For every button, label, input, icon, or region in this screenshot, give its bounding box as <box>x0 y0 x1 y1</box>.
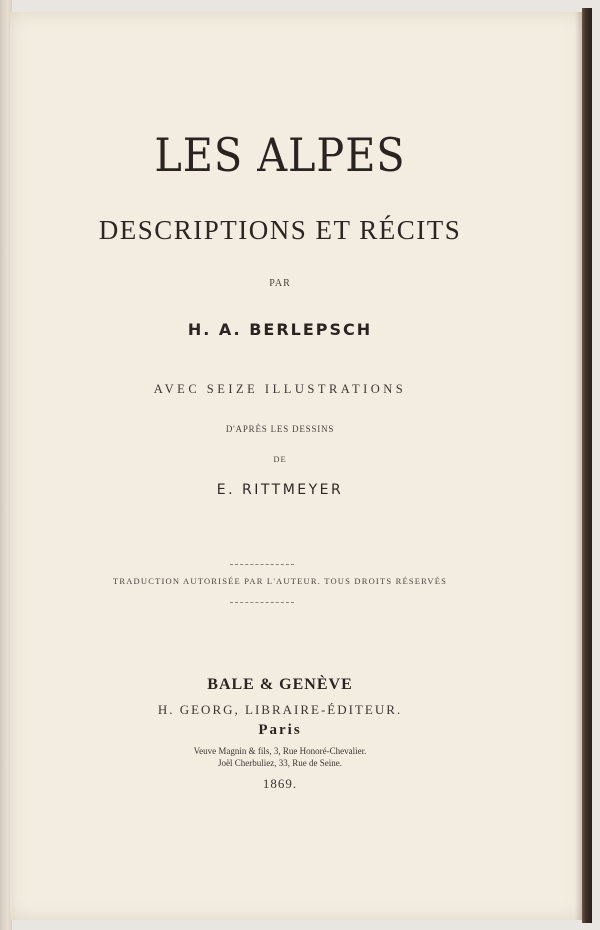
imprint-publisher: H. GEORG, LIBRAIRE-ÉDITEUR. <box>157 702 403 717</box>
imprint-year: 1869. <box>262 776 298 791</box>
imprint-address-2: Joël Cherbuliez, 33, Rue de Seine. <box>218 758 342 768</box>
imprint-city-paris: Paris <box>258 722 302 738</box>
book-cover-edge <box>582 8 592 923</box>
by-label: PAR <box>269 278 291 289</box>
book-subtitle: DESCRIPTIONS ET RÉCITS <box>98 215 462 245</box>
of-label: DE <box>273 454 287 464</box>
divider-bottom <box>230 602 294 603</box>
divider-top <box>230 564 294 565</box>
illustrations-note: AVEC SEIZE ILLUSTRATIONS <box>153 382 407 396</box>
after-drawings-label: D'APRÈS LES DESSINS <box>225 424 335 434</box>
book-title: LES ALPES <box>154 128 406 182</box>
imprint-city: BALE & GENÈVE <box>207 676 353 693</box>
author-name: H. A. BERLEPSCH <box>187 320 373 339</box>
imprint-address-1: Veuve Magnin & fils, 3, Rue Honoré-Chevalier. <box>193 746 367 756</box>
rights-notice: TRADUCTION AUTORISÉE PAR L'AUTEUR. TOUS DROITS RÉSERVÉS <box>112 576 448 586</box>
illustrator-name: E. RITTMEYER <box>216 482 344 498</box>
